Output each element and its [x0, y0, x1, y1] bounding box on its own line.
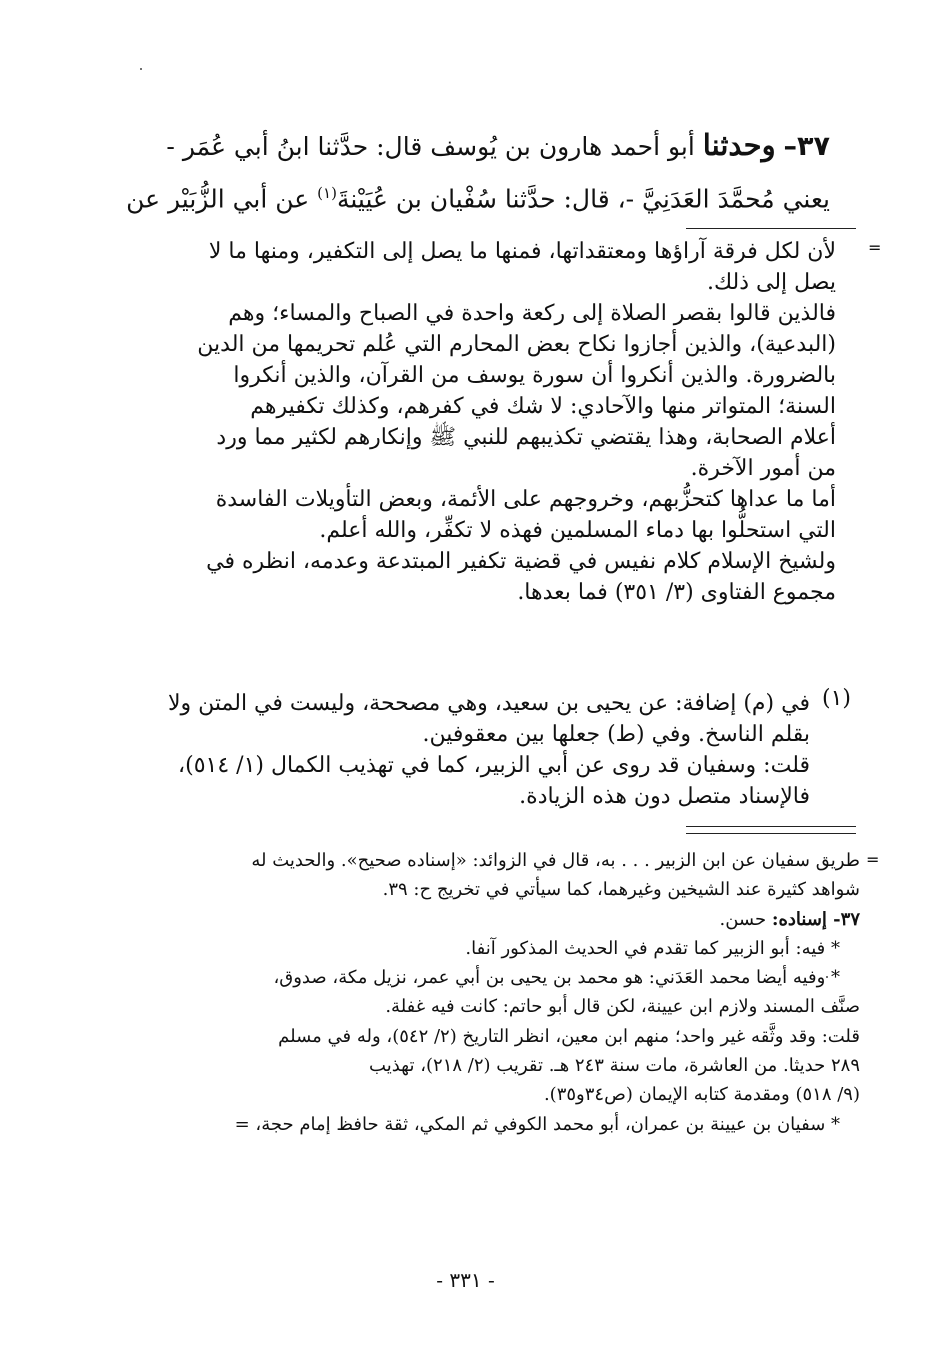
page-number: - ٣٣١ - — [436, 1268, 495, 1292]
footnote-line: قلت: وسفيان قد روى عن أبي الزبير، كما في تهذيب الكمال (١/ ٥١٤)، — [178, 753, 810, 778]
note-line: السنة؛ المتواتر منها والآحادي: لا شك في كفرهم، وكذلك تكفيرهم — [250, 394, 836, 419]
hadith-line-1-text: أبو أحمد هارون بن يُوسف قال: حدَّثنا ابنُ أبي عُمَر - — [166, 132, 703, 161]
isnad-line — [160, 905, 860, 934]
footnote-1 — [160, 688, 810, 812]
main-text-divider — [686, 228, 856, 229]
hadith-opener: وحدثنا — [702, 128, 776, 162]
commentary-line: طريق سفيان عن ابن الزبير . . . به، قال في الزوائد: «إسناده صحيح». والحديث له — [251, 850, 860, 871]
continuation-mark-commentary: = — [866, 850, 880, 869]
commentary-line: شواهد كثيرة عند الشيخين وغيرهما، كما سيأتي في تخريج ح: ٣٩. — [382, 879, 860, 901]
hadith-line-2-text-a: يعني مُحمَّدَ العَدَنِيَّ -، قال: حدَّثنا سُفْيان بن عُيَيْنةَ — [336, 184, 830, 214]
commentary-divider-bottom — [686, 833, 856, 834]
isnad-value: حسن. — [719, 908, 772, 930]
note-line: من أمور الآخرة. — [690, 456, 836, 481]
footnote-line: فالإسناد متصل دون هذه الزيادة. — [519, 784, 810, 809]
note-line: أعلام الصحابة، وهذا يقتضي تكذيبهم للنبي ﷺ وإنكارهم لكثير مما ورد — [216, 425, 836, 450]
hadith-line-2-text-b: عن أبي الزُّبَيْر عن — [126, 184, 318, 214]
note-line: بالضرورة. والذين أنكروا أن سورة يوسف من القرآن، والذين أنكروا — [233, 363, 836, 388]
note-line: مجموع الفتاوى (٣/ ٣٥١) فما بعدها. — [517, 580, 836, 605]
scan-speck — [140, 68, 142, 70]
hadith-line-1 — [150, 122, 830, 170]
footnote-number: (١) — [822, 686, 852, 711]
isnad-label: ٣٧- إسناده: — [771, 908, 860, 930]
commentary-divider-top — [686, 826, 856, 827]
footnote-line: بقلم الناسخ. وفي (ط) جعلها بين معقوفين. — [422, 722, 810, 747]
footnote-reference-mark: (١) — [317, 184, 337, 202]
note-line: فالذين قالوا بقصر الصلاة إلى ركعة واحدة في الصباح والمساء؛ وهم — [228, 301, 836, 326]
commentary — [160, 846, 860, 1139]
hadith-number: ٣٧– — [783, 131, 830, 162]
commentary-line: * وفيه أيضا محمد العَدَني: هو محمد بن يحيى بن أبي عمر، نزيل مكة، صدوق، — [273, 967, 840, 989]
hadith-line-2 — [126, 170, 830, 222]
commentary-line: صنَّف المسند ولازم ابن عيينة، لكن قال أبو حاتم: كانت فيه غفلة. — [385, 996, 860, 1018]
commentary-line: * سفيان بن عيينة بن عمران، أبو محمد الكوفي ثم المكي، ثقة حافظ إمام حجة، = — [234, 1113, 840, 1135]
footnote-continuation — [160, 236, 836, 608]
hadith-text — [126, 122, 830, 222]
note-line: ولشيخ الإسلام كلام نفيس في قضية تكفير المبتدعة وعدمه، انظره في — [206, 549, 836, 574]
commentary-line: * فيه: أبو الزبير كما تقدم في الحديث المذكور آنفا. — [465, 937, 840, 959]
note-line: أما ما عداها كتحزُّبهم، وخروجهم على الأئمة، وبعض التأويلات الفاسدة — [215, 487, 836, 512]
note-line: لأن لكل فرقة آراؤها ومعتقداتها، فمنها ما يصل إلى التكفير، ومنها ما لا — [208, 239, 836, 264]
commentary-line: (٩/ ٥١٨) ومقدمة كتابه الإيمان (ص٣٤و٣٥). — [543, 1084, 860, 1106]
note-line: (البدعية)، والذين أجازوا نكاح بعض المحارم التي عُلم تحريمها من الدين — [197, 332, 836, 357]
continuation-mark-top: = — [868, 238, 882, 257]
footnote-line: في (م) إضافة: عن يحيى بن سعيد، وهي مصححة، وليست في المتن ولا — [167, 691, 810, 716]
note-line: التي استحلُّوا بها دماء المسلمين فهذه لا تكفِّر، والله أعلم. — [319, 518, 836, 543]
commentary-line: قلت: وقد وثَّقه غير واحد؛ منهم ابن معين، انظر التاريخ (٢/ ٥٤٢)، وله في مسلم — [278, 1025, 860, 1047]
note-line: يصل إلى ذلك. — [706, 270, 836, 295]
commentary-line: ٢٨٩ حديثا. من العاشرة، مات سنة ٢٤٣ هـ. تقريب (٢/ ٢١٨)، تهذيب — [369, 1055, 860, 1077]
